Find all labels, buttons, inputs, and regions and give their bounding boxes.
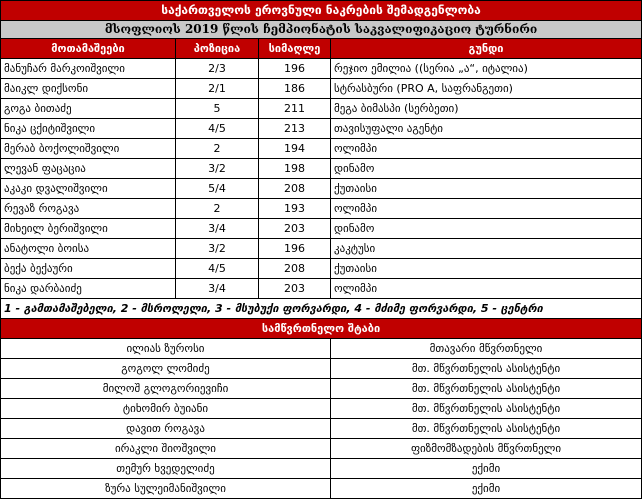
staff-role: მთ. მწვრთნელის ასისტენტი	[331, 399, 642, 419]
staff-role: მთ. მწვრთნელის ასისტენტი	[331, 419, 642, 439]
player-row	[1, 259, 642, 279]
staff-name: მილოშ გლოგორიევიჩი	[1, 379, 331, 399]
player-team: ოლიმპი	[331, 199, 642, 219]
staff-row	[1, 359, 642, 379]
staff-row	[1, 419, 642, 439]
player-height: 213	[259, 119, 331, 139]
staff-name: დავით როგავა	[1, 419, 331, 439]
player-position: 5	[176, 99, 259, 119]
staff-name: ირაკლი შიოშვილი	[1, 439, 331, 459]
player-row	[1, 279, 642, 299]
player-name: ნიკა ცქიტიშვილი	[1, 119, 176, 139]
player-position: 4/5	[176, 259, 259, 279]
staff-role: მთავარი მწვრთნელი	[331, 339, 642, 359]
player-row	[1, 119, 642, 139]
player-row	[1, 79, 642, 99]
player-name: ბექა ბექაური	[1, 259, 176, 279]
player-row	[1, 179, 642, 199]
player-height: 203	[259, 279, 331, 299]
staff-role: მთ. მწვრთნელის ასისტენტი	[331, 359, 642, 379]
player-height: 196	[259, 239, 331, 259]
staff-header-row	[1, 319, 642, 339]
player-position: 5/4	[176, 179, 259, 199]
player-name: ნიკა დარბაიძე	[1, 279, 176, 299]
staff-name: თემურ ხვედელიძე	[1, 459, 331, 479]
player-height: 208	[259, 259, 331, 279]
staff-role: ფიზმომზადების მწვრთნელი	[331, 439, 642, 459]
staff-row	[1, 399, 642, 419]
position-legend-row	[1, 299, 642, 319]
sheet-title: საქართველოს ეროვნული ნაკრების შემადგენლობა	[1, 1, 642, 21]
title-row	[1, 1, 642, 21]
player-name: მაიკლ დიქსონი	[1, 79, 176, 99]
player-row	[1, 199, 642, 219]
player-height: 194	[259, 139, 331, 159]
player-row	[1, 159, 642, 179]
staff-row	[1, 439, 642, 459]
player-row	[1, 99, 642, 119]
player-team: კაკტუსი	[331, 239, 642, 259]
staff-title: სამწვრთნელო შტაბი	[1, 319, 642, 339]
staff-name: ზურა სულეიმანიშვილი	[1, 479, 331, 499]
player-name: რევაზ როგავა	[1, 199, 176, 219]
player-height: 193	[259, 199, 331, 219]
player-position: 2/1	[176, 79, 259, 99]
player-row	[1, 219, 642, 239]
staff-row	[1, 459, 642, 479]
player-height: 203	[259, 219, 331, 239]
column-header-height: სიმაღლე	[259, 39, 331, 59]
player-row	[1, 59, 642, 79]
player-name: ანატოლი ბოისა	[1, 239, 176, 259]
player-height: 196	[259, 59, 331, 79]
player-height: 186	[259, 79, 331, 99]
staff-name: ილიას ზუროსი	[1, 339, 331, 359]
column-header-team: გუნდი	[331, 39, 642, 59]
player-team: ოლიმპი	[331, 139, 642, 159]
player-position: 3/2	[176, 159, 259, 179]
sheet-subtitle: მსოფლიოს 2019 წლის ჩემპიონატის საკვალიფიკაციო ტურნირი	[1, 21, 642, 39]
player-position: 2	[176, 139, 259, 159]
player-name: მანუჩარ მარკოიშვილი	[1, 59, 176, 79]
staff-role: ექიმი	[331, 459, 642, 479]
position-legend: 1 - გამთამაშებელი, 2 - მსროლელი, 3 - მსუბუქი ფორვარდი, 4 - მძიმე ფორვარდი, 5 - ცენტრი	[1, 299, 642, 319]
player-row	[1, 139, 642, 159]
staff-role: ექიმი	[331, 479, 642, 499]
player-name: მიხეილ ბერიშვილი	[1, 219, 176, 239]
player-row	[1, 239, 642, 259]
player-team: ქუთაისი	[331, 179, 642, 199]
player-team: ქუთაისი	[331, 259, 642, 279]
player-name: გოგა ბითაძე	[1, 99, 176, 119]
staff-row	[1, 379, 642, 399]
player-position: 3/4	[176, 279, 259, 299]
player-team: რეჯიო ემილია ((სერია „ა“, იტალია)	[331, 59, 642, 79]
player-team: სტრასბური (PRO A, საფრანგეთი)	[331, 79, 642, 99]
player-height: 211	[259, 99, 331, 119]
staff-name: გოგოლ ლომიძე	[1, 359, 331, 379]
player-name: ლევან ფაცაცია	[1, 159, 176, 179]
subtitle-row	[1, 21, 642, 39]
player-position: 2/3	[176, 59, 259, 79]
staff-role: მთ. მწვრთნელის ასისტენტი	[331, 379, 642, 399]
player-position: 3/2	[176, 239, 259, 259]
player-team: დინამო	[331, 159, 642, 179]
staff-name: ტიხომირ ბუიანი	[1, 399, 331, 419]
player-position: 3/4	[176, 219, 259, 239]
player-name: აკაკი დვალიშვილი	[1, 179, 176, 199]
player-position: 4/5	[176, 119, 259, 139]
player-team: ოლიმპი	[331, 279, 642, 299]
player-name: მერაბ ბოქოლიშვილი	[1, 139, 176, 159]
column-header-name: მოთამაშეები	[1, 39, 176, 59]
player-height: 208	[259, 179, 331, 199]
player-team: მეგა ბიმასპი (სერბეთი)	[331, 99, 642, 119]
player-team: დინამო	[331, 219, 642, 239]
staff-row	[1, 479, 642, 499]
player-team: თავისუფალი აგენტი	[331, 119, 642, 139]
column-header-row	[1, 39, 642, 59]
staff-row	[1, 339, 642, 359]
player-height: 198	[259, 159, 331, 179]
column-header-position: პოზიცია	[176, 39, 259, 59]
player-position: 2	[176, 199, 259, 219]
